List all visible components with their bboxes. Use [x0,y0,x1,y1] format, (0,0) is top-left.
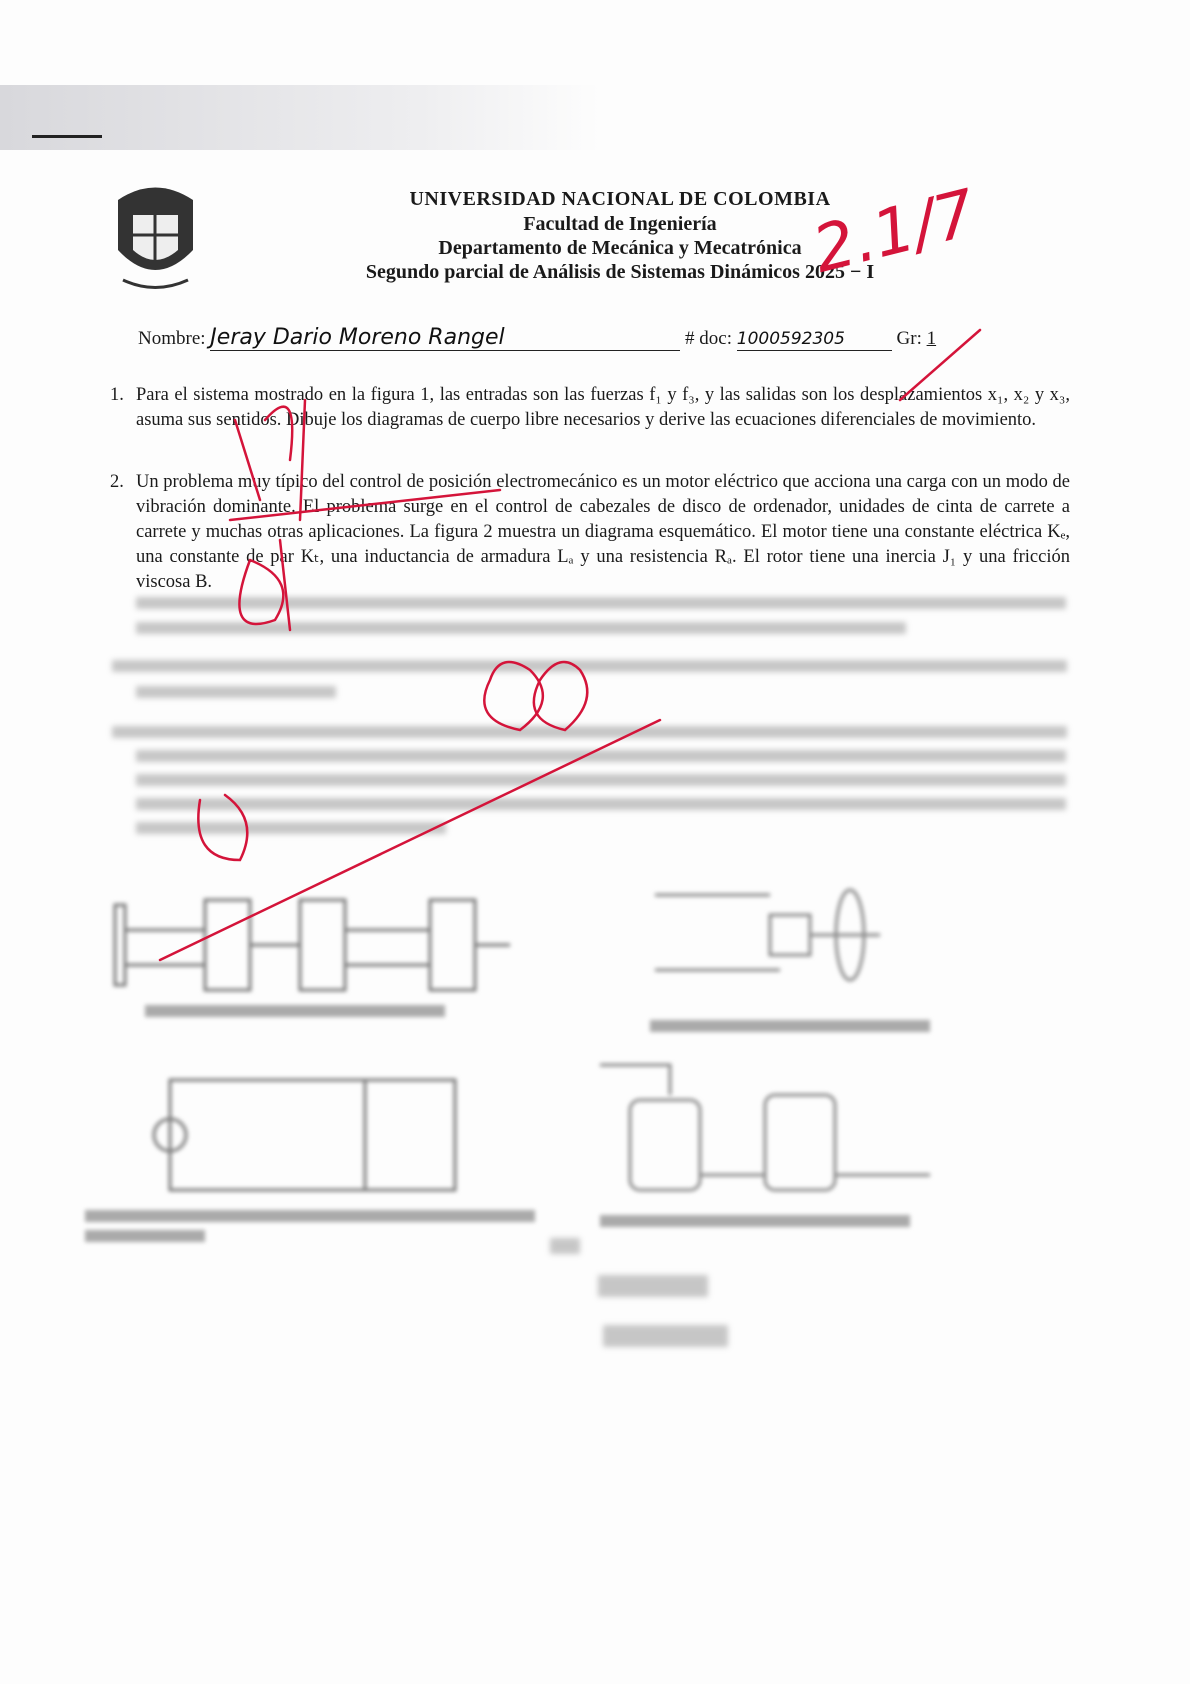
student-name: Jeray Dario Moreno Rangel [210,325,505,350]
university-name: UNIVERSIDAD NACIONAL DE COLOMBIA [409,188,831,210]
doc-label: # doc: [685,328,733,349]
student-group: 1 [926,328,937,349]
problem-number: 2. [110,472,124,492]
student-doc: 1000592305 [736,329,845,349]
department-name: Departamento de Mecánica y Mecatrónica [438,237,802,259]
grade-mark: 2.1/7 [806,176,984,288]
exam-title: Segundo parcial de Análisis de Sistemas Dinámicos 2025 − I [365,261,875,283]
name-label: Nombre: [138,328,206,349]
problem-text: Un problema muy típico del control de posición electromecánico es un motor eléctrico que acciona una carga con un modo de vibración dominante. El problema surge en el control de cabezales de disco de ordenador, unidades de cinta de carrete a carrete y muchas otras aplicaciones. La figura 2 muestra un diagrama esquemático. El motor tiene una constante eléctrica Kₑ, una constante de par Kₜ, una inductancia de armadura Lₐ y una resistencia Rₐ. El rotor tiene una inercia J₁ y una fricción viscosa B. [136,472,1070,592]
problem-number: 1. [110,385,124,405]
problem-text: Para el sistema mostrado en la figura 1, las entradas son las fuerzas f₁ y f₃, y las salidas son los desplazamientos x₁, x₂ y x₃, asuma sus sentidos. Dibuje los diagramas de cuerpo libre necesarios y derive las ecuaciones diferenciales de movimiento. [136,385,1070,430]
group-label: Gr: [896,328,922,349]
faculty-name: Facultad de Ingeniería [523,213,717,235]
